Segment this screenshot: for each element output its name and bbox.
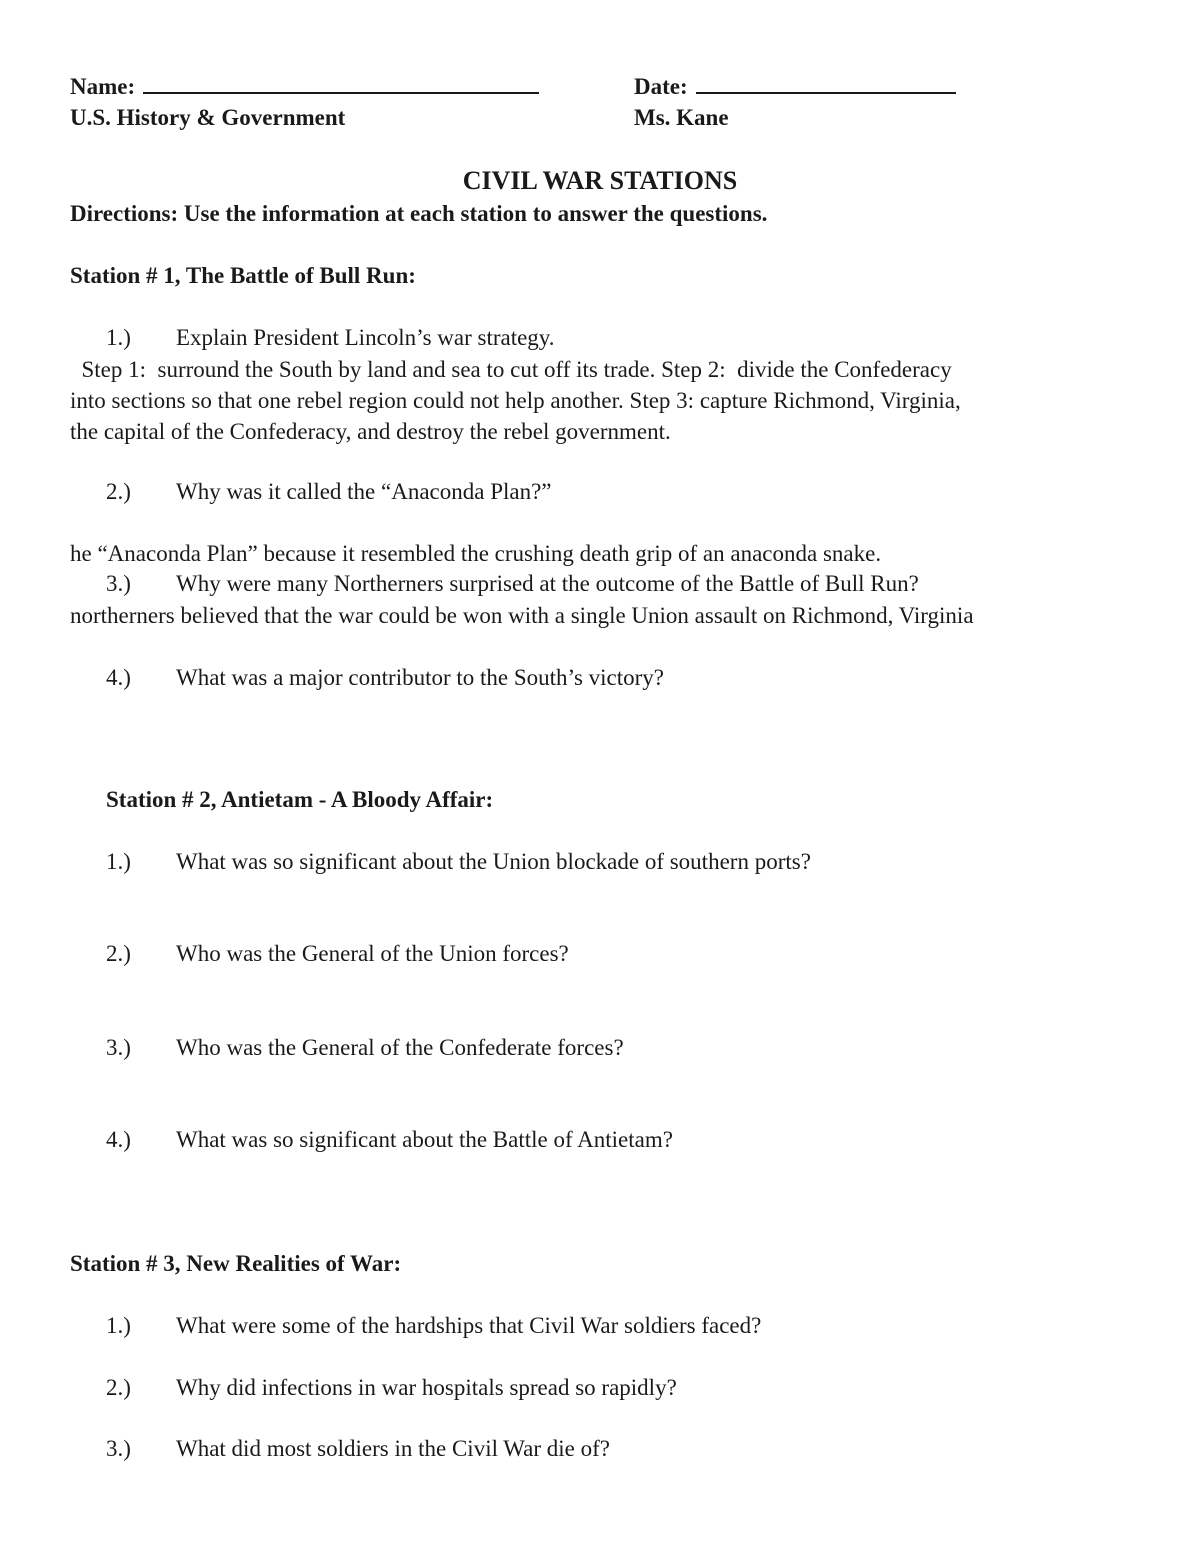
question-number: 1.) — [106, 1313, 131, 1338]
question-number: 2.) — [106, 941, 131, 966]
question-text: What were some of the hardships that Civil War soldiers faced? — [176, 1313, 762, 1338]
question-text: What was a major contributor to the South’s victory? — [176, 665, 664, 690]
name-blank-line[interactable] — [143, 72, 539, 94]
question-text: What did most soldiers in the Civil War die of? — [176, 1436, 611, 1461]
station-1-answer-2: he “Anaconda Plan” because it resembled the crushing death grip of an anaconda snake. — [70, 541, 882, 566]
question-text: Why was it called the “Anaconda Plan?” — [176, 479, 552, 504]
question-number: 1.) — [106, 849, 131, 874]
question-text: What was so significant about the Battle of Antietam? — [176, 1127, 673, 1152]
answer-line: the capital of the Confederacy, and destroy the rebel government. — [70, 419, 671, 444]
question-number: 4.) — [106, 665, 131, 690]
station-2-heading: Station # 2, Antietam - A Bloody Affair: — [106, 787, 494, 812]
date-blank-line[interactable] — [696, 72, 956, 94]
question-text: What was so significant about the Union blockade of southern ports? — [176, 849, 811, 874]
question-number: 3.) — [106, 1436, 131, 1461]
worksheet-title: CIVIL WAR STATIONS — [462, 166, 738, 195]
question-text: Who was the General of the Confederate forces? — [176, 1035, 624, 1060]
question-number: 1.) — [106, 325, 131, 350]
question-number: 3.) — [106, 1035, 131, 1060]
name-field — [70, 72, 539, 101]
question-number: 2.) — [106, 1375, 131, 1400]
question-number: 2.) — [106, 479, 131, 504]
question-text: Explain President Lincoln’s war strategy. — [176, 325, 555, 350]
teacher-name: Ms. Kane — [634, 105, 729, 130]
question-number: 4.) — [106, 1127, 131, 1152]
question-text: Why did infections in war hospitals spread so rapidly? — [176, 1375, 677, 1400]
date-field — [634, 72, 956, 101]
answer-line: into sections so that one rebel region could not help another. Step 3: capture Richmond, Virginia, — [70, 388, 961, 413]
station-1-answer-1 — [70, 354, 961, 447]
question-text: Why were many Northerners surprised at the outcome of the Battle of Bull Run? — [176, 571, 919, 596]
station-1-answer-3: northerners believed that the war could be won with a single Union assault on Richmond, Virginia — [70, 603, 974, 628]
answer-line: Step 1: surround the South by land and sea to cut off its trade. Step 2: divide the Confederacy — [70, 357, 952, 382]
course-name: U.S. History & Government — [70, 105, 346, 130]
question-text: Who was the General of the Union forces? — [176, 941, 569, 966]
question-number: 3.) — [106, 571, 131, 596]
directions-text: Directions: Use the information at each station to answer the questions. — [70, 201, 768, 226]
station-1-heading: Station # 1, The Battle of Bull Run: — [70, 263, 416, 288]
name-label: Name: — [70, 74, 136, 99]
date-label: Date: — [634, 74, 688, 99]
station-3-heading: Station # 3, New Realities of War: — [70, 1251, 402, 1276]
